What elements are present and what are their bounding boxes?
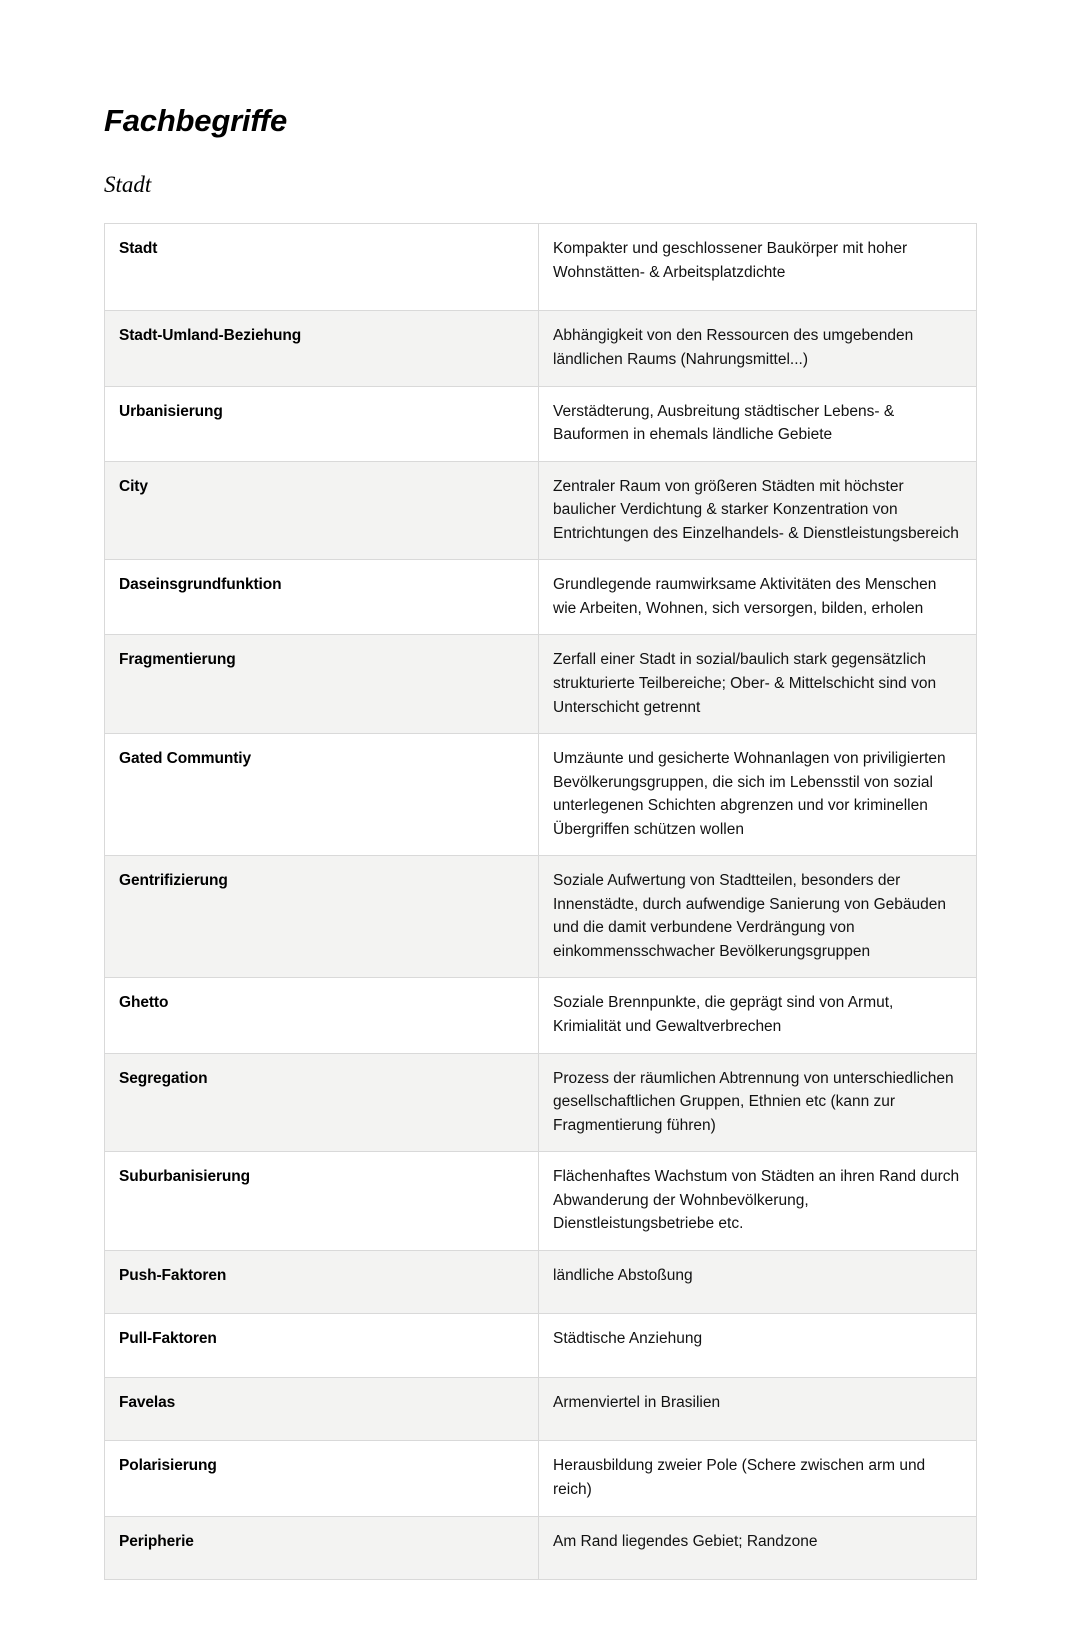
glossary-term: Polarisierung bbox=[105, 1441, 539, 1516]
glossary-table bbox=[104, 223, 977, 1580]
glossary-term: Favelas bbox=[105, 1377, 539, 1441]
table-row bbox=[105, 1441, 977, 1516]
glossary-term: City bbox=[105, 461, 539, 560]
table-row bbox=[105, 1152, 977, 1251]
glossary-definition: Abhängigkeit von den Ressourcen des umgebenden ländlichen Raums (Nahrungsmittel...) bbox=[539, 311, 977, 386]
glossary-term: Urbanisierung bbox=[105, 386, 539, 461]
glossary-term: Fragmentierung bbox=[105, 635, 539, 734]
glossary-table-body bbox=[105, 224, 977, 1580]
glossary-term: Gentrifizierung bbox=[105, 856, 539, 978]
glossary-definition: Umzäunte und gesicherte Wohnanlagen von priviligierten Bevölkerungsgruppen, die sich im Lebensstil von sozial unterlegenen Schichten abgrenzen und vor kriminellen Übergriffen schützen wollen bbox=[539, 734, 977, 856]
table-row bbox=[105, 734, 977, 856]
table-row bbox=[105, 1314, 977, 1378]
glossary-term: Gated Communtiy bbox=[105, 734, 539, 856]
glossary-definition: Grundlegende raumwirksame Aktivitäten des Menschen wie Arbeiten, Wohnen, sich versorgen, bilden, erholen bbox=[539, 560, 977, 635]
glossary-definition: Am Rand liegendes Gebiet; Randzone bbox=[539, 1516, 977, 1580]
table-row bbox=[105, 386, 977, 461]
page-title: Fachbegriffe bbox=[104, 103, 288, 138]
glossary-definition: Städtische Anziehung bbox=[539, 1314, 977, 1378]
glossary-definition: Soziale Aufwertung von Stadtteilen, besonders der Innenstädte, durch aufwendige Sanierung von Gebäuden und die damit verbundene Verdrängung von einkommensschwacher Bevölkerungsgruppen bbox=[539, 856, 977, 978]
glossary-term: Stadt bbox=[105, 224, 539, 311]
table-row bbox=[105, 560, 977, 635]
section-subtitle: Stadt bbox=[104, 172, 152, 198]
table-row bbox=[105, 1053, 977, 1152]
glossary-definition: ländliche Abstoßung bbox=[539, 1250, 977, 1314]
table-row bbox=[105, 1516, 977, 1580]
glossary-definition: Zentraler Raum von größeren Städten mit höchster baulicher Verdichtung & starker Konzentration von Entrichtungen des Einzelhandels- & Dienstleistungsbereich bbox=[539, 461, 977, 560]
glossary-definition: Verstädterung, Ausbreitung städtischer Lebens- & Bauformen in ehemals ländliche Gebiete bbox=[539, 386, 977, 461]
glossary-term: Daseinsgrundfunktion bbox=[105, 560, 539, 635]
table-row bbox=[105, 224, 977, 311]
glossary-definition: Flächenhaftes Wachstum von Städten an ihren Rand durch Abwanderung der Wohnbevölkerung, Dienstleistungsbetriebe etc. bbox=[539, 1152, 977, 1251]
glossary-term: Pull-Faktoren bbox=[105, 1314, 539, 1378]
glossary-definition: Zerfall einer Stadt in sozial/baulich stark gegensätzlich strukturierte Teilbereiche; Ober- & Mittelschicht sind von Unterschicht getrennt bbox=[539, 635, 977, 734]
table-row bbox=[105, 856, 977, 978]
glossary-definition: Armenviertel in Brasilien bbox=[539, 1377, 977, 1441]
glossary-definition: Herausbildung zweier Pole (Schere zwischen arm und reich) bbox=[539, 1441, 977, 1516]
glossary-definition: Prozess der räumlichen Abtrennung von unterschiedlichen gesellschaftlichen Gruppen, Ethnien etc (kann zur Fragmentierung führen) bbox=[539, 1053, 977, 1152]
glossary-definition: Soziale Brennpunkte, die geprägt sind von Armut, Krimialität und Gewaltverbrechen bbox=[539, 978, 977, 1053]
table-row bbox=[105, 311, 977, 386]
glossary-term: Push-Faktoren bbox=[105, 1250, 539, 1314]
table-row bbox=[105, 635, 977, 734]
table-row bbox=[105, 978, 977, 1053]
table-row bbox=[105, 1250, 977, 1314]
table-row bbox=[105, 461, 977, 560]
table-row bbox=[105, 1377, 977, 1441]
glossary-term: Suburbanisierung bbox=[105, 1152, 539, 1251]
glossary-term: Segregation bbox=[105, 1053, 539, 1152]
glossary-term: Ghetto bbox=[105, 978, 539, 1053]
glossary-term: Stadt-Umland-Beziehung bbox=[105, 311, 539, 386]
glossary-definition: Kompakter und geschlossener Baukörper mit hoher Wohnstätten- & Arbeitsplatzdichte bbox=[539, 224, 977, 311]
glossary-term: Peripherie bbox=[105, 1516, 539, 1580]
